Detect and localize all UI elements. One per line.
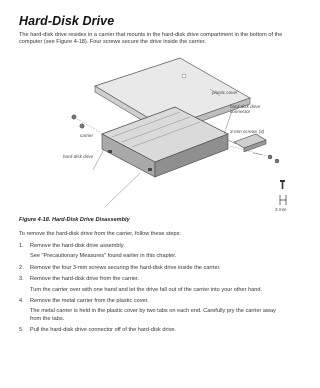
step-note: The metal carrier is held in the plastic cover by two tabs on each end. Carefully pry the carrier away from the tabs. — [30, 308, 276, 322]
procedure-lead: To remove the hard-disk drive from the carrier, follow these steps: — [19, 231, 181, 237]
step-2 — [19, 265, 287, 272]
step-1 — [19, 243, 287, 261]
step-number: 2. — [19, 264, 24, 271]
step-5 — [19, 327, 287, 334]
label-drive: hard-disk drive — [63, 154, 94, 159]
step-number: 4. — [19, 298, 24, 305]
step-text: Remove the hard-disk drive from the carrier. — [30, 276, 140, 283]
step-note: Turn the carrier over with one hand and let the drive fall out of the carrier into your other hand. — [30, 286, 263, 293]
screw-drawings-left — [72, 115, 100, 132]
screw-size-icon — [280, 180, 286, 205]
procedure-steps — [19, 243, 287, 339]
section-title: Hard-Disk Drive — [19, 14, 115, 28]
step-3 — [19, 276, 287, 294]
step-text: Remove the metal carrier from the plastic cover. — [30, 298, 149, 305]
figure-caption: Figure 4-18. Hard-Disk Drive Disassembly — [19, 217, 130, 223]
label-plastic-cover: plastic cover — [212, 90, 238, 95]
step-note: See "Precautionary Measures" found earlier in this chapter. — [30, 253, 177, 260]
step-4 — [19, 298, 287, 323]
intro-paragraph: The hard-disk drive resides in a carrier that mounts in the hard-disk drive compartment in the bottom of the computer (see Figure 4-18). Four screws secure the drive inside the carrier. — [19, 32, 283, 46]
disassembly-illustration — [60, 54, 300, 218]
label-screws: 3-mm screws (4) — [230, 129, 265, 134]
label-connector: hard-disk drive connector — [230, 104, 261, 114]
label-screw-size: 3 mm — [275, 207, 287, 212]
step-number: 3. — [19, 276, 24, 283]
label-carrier: carrier — [80, 133, 94, 138]
connector-drawing — [228, 134, 266, 152]
step-text: Pull the hard-disk drive connector off of the hard-disk drive. — [30, 327, 177, 334]
disassembly-figure — [60, 54, 300, 218]
step-text: Remove the hard-disk drive assembly. — [30, 243, 125, 249]
step-number: 5. — [19, 327, 24, 334]
step-text: Remove the four 3-mm screws securing the hard-disk drive inside the carrier. — [30, 264, 221, 271]
screw-drawings-right — [230, 146, 279, 163]
step-number: 1. — [19, 243, 24, 249]
